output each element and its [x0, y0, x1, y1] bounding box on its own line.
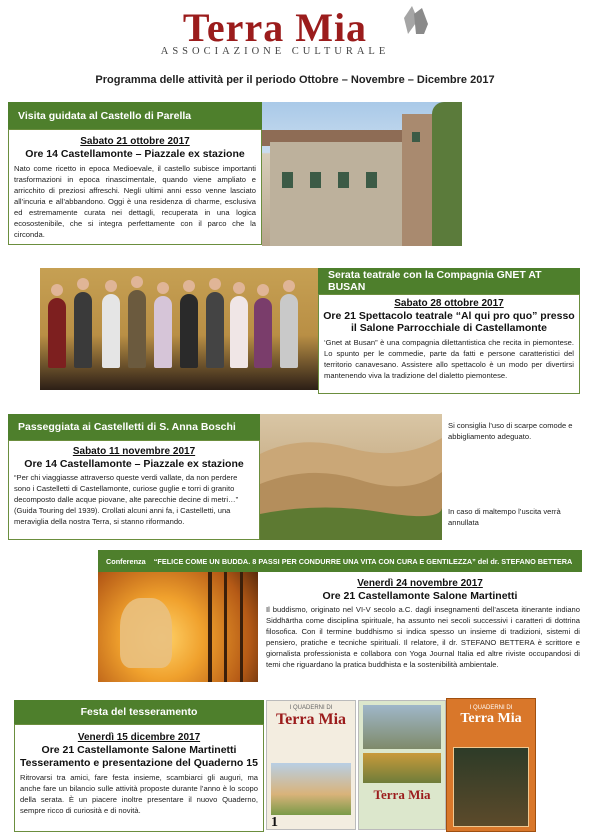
event3-time-place: Ore 14 Castellamonte – Piazzale ex stazione	[24, 458, 244, 470]
quaderno-cover-3	[446, 698, 536, 832]
cover1-kicker: I QUADERNI DI	[289, 705, 333, 711]
cover1-number: 1	[271, 815, 278, 830]
cover1-title: Terra Mia	[275, 711, 347, 728]
event3-note-shoes: Si consiglia l’uso di scarpe comode e abbigliamento adeguato.	[448, 421, 573, 441]
event3-date: Sabato 11 novembre 2017	[72, 446, 196, 457]
buddha-photo	[98, 572, 258, 682]
event4-date: Venerdì 24 novembre 2017	[357, 578, 483, 589]
event4-title: “FELICE COME UN BUDDA. 8 PASSI PER CONDURRE UNA VITA CON CURA E GENTILEZZA” del dr. STEFANO BETTERA	[153, 556, 573, 566]
event1-date: Sabato 21 ottobre 2017	[80, 136, 190, 147]
logo-subtitle: ASSOCIAZIONE CULTURALE	[160, 46, 390, 57]
cover2-title: Terra Mia	[373, 787, 431, 802]
event5-subtitle: Tesseramento e presentazione del Quaderno 15	[20, 757, 258, 769]
quaderno-cover-2	[358, 700, 446, 830]
event1-description: Nato come ricetto in epoca Medioevale, il castello subisce importanti trasformazioni in epoca rinascimentale, quando viene ampliato e arricchito di preziosi affreschi. Negli ultimi anni esso venne lasciato all’incuria e all’abbandono. Oggi è una residenza di charme, esclusiva ed estremamente curata nei dettagli, recuperata in una logica ecosostenibile, che si integra perfettamente con il parco che la circonda.	[14, 164, 256, 239]
event4-title-bar	[98, 550, 582, 572]
castelletti-photo	[260, 414, 442, 540]
event2-time-line2: il Salone Parrocchiale di Castellamonte	[350, 322, 548, 334]
event5-description: Ritrovarsi tra amici, fare festa insieme, scambiarci gli auguri, ma anche fare un bilancio sulle attività proposte durante l’anno è lo scopo della serata. È un piacere inoltre presentare il nuovo Quaderno, sempre ricco di curiosità e di novità.	[20, 773, 258, 815]
event2-date: Sabato 28 ottobre 2017	[394, 298, 504, 309]
event1-title-bar	[8, 102, 262, 129]
event3-note-weather: In caso di maltempo l’uscita verrà annullata	[448, 507, 561, 527]
event1-title: Visita guidata al Castello di Parella	[18, 109, 192, 122]
quaderno-cover-1	[266, 700, 356, 830]
event4-time-place: Ore 21 Castellamonte Salone Martinetti	[322, 590, 518, 602]
program-title: Programma delle attività per il periodo Ottobre – Novembre – Dicembre 2017	[95, 74, 495, 86]
cover3-kicker: I QUADERNI DI	[469, 705, 513, 711]
event3-title: Passeggiata ai Castelletti di S. Anna Boschi	[18, 421, 236, 433]
event5-title: Festa del tesseramento	[80, 706, 198, 718]
castle-photo	[262, 102, 462, 246]
event3-description: “Per chi viaggiasse attraverso queste verdi vallate, da non perdere sono i Castelletti di Castellamonte, curiose guglie e torri di granito decomposto dalle acque piovane, alte parecchie decine di metri…” (Guida Touring del 1939). Crollati alcuni anni fa, i Castelletti, una meraviglia della nostra Terra, si stanno riformando.	[14, 473, 239, 526]
logo-title: Terra Mia	[182, 5, 368, 50]
event2-time-line1: Ore 21 Spettacolo teatrale “Al qui pro quo” presso	[323, 310, 575, 322]
event4-description: Il buddismo, originato nel VI-V secolo a.C. dagli insegnamenti dell’asceta itinerante indiano Siddhārtha come disciplina spirituale, ha assunto nei secoli successivi i caratteri di dottrina filosofica. Con il termine buddhismo si indica spesso un insieme di tradizioni, sistemi di pensiero, pratiche e tecniche spirituali. Il relatore, il dr. STEFANO BETTERA è scrittore e giornalista professionista e collabora con Yoga Journal Italia ed altre riviste occupandosi di temi che riguardano la pratica buddhista e la sostenibilità ambientale.	[266, 605, 580, 669]
event1-time-place: Ore 14 Castellamonte – Piazzale ex stazione	[25, 148, 245, 160]
event2-title-bar	[318, 268, 580, 294]
theatre-photo	[40, 268, 318, 390]
event5-date: Venerdì 15 dicembre 2017	[77, 732, 201, 743]
cover3-title: Terra Mia	[460, 711, 522, 726]
event5-title-bar	[14, 700, 264, 724]
event5-time-place: Ore 21 Castellamonte Salone Martinetti	[41, 744, 237, 756]
event3-title-bar	[8, 414, 260, 440]
stone-logo-icon	[402, 4, 430, 36]
event2-title: Serata teatrale con la Compagnia GNET AT BUSAN	[328, 269, 542, 293]
event2-description: ‘Gnet at Busan” è una compagnia dilettantistica che recita in piemontese. Lo spunto per le commedie, parte da fatti e persone caratteristici del territorio canavesano. Assistere allo spettacolo è un modo per divertirsi mantenendo viva la tradizione del dialetto piemontese.	[324, 338, 574, 380]
event4-title-prefix: Conferenza	[106, 556, 146, 566]
